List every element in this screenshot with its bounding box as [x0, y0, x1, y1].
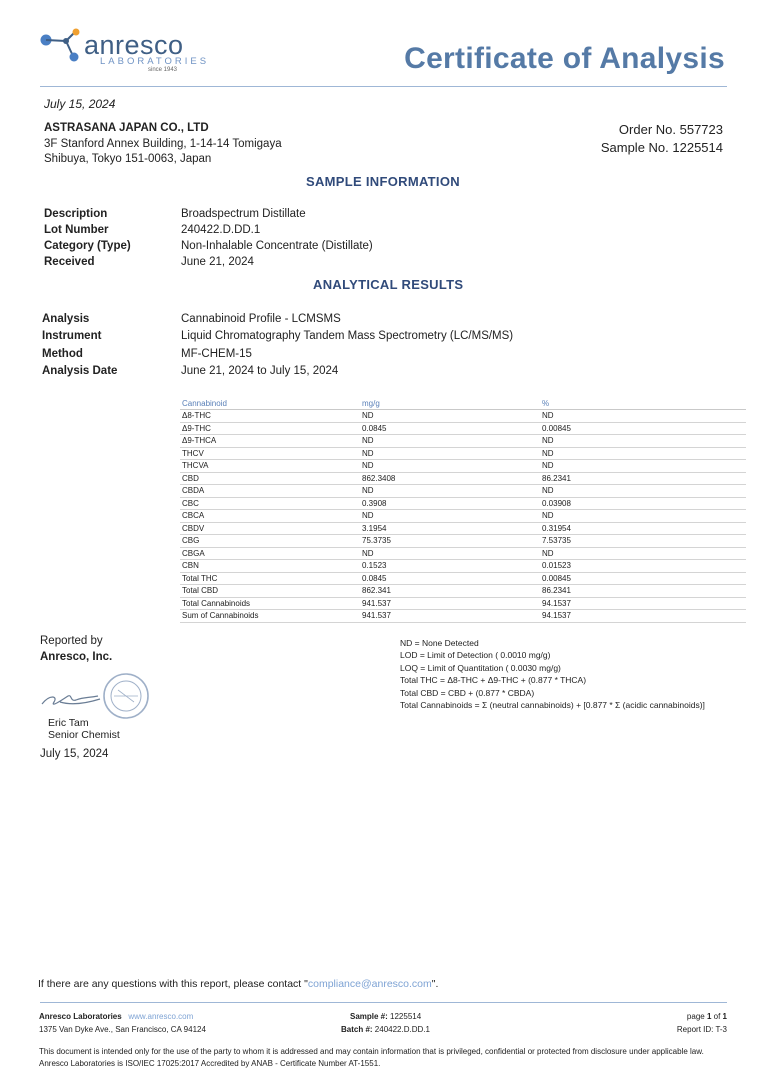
table-header-row — [180, 397, 746, 410]
note-line: LOQ = Limit of Quantitation ( 0.0030 mg/g) — [400, 662, 561, 673]
logo-since: since 1943 — [148, 67, 178, 73]
percent-cell: 0.31954 — [540, 522, 746, 535]
mg-per-g-cell: 0.0845 — [360, 422, 540, 435]
table-row — [180, 410, 746, 423]
reported-by-label: Reported by — [40, 635, 103, 647]
table-row — [180, 435, 746, 448]
cannabinoid-cell: CBG — [180, 535, 360, 548]
table-row — [180, 485, 746, 498]
percent-cell: 94.1537 — [540, 597, 746, 610]
table-row — [180, 497, 746, 510]
percent-cell: ND — [540, 410, 746, 423]
mg-per-g-cell: 941.537 — [360, 610, 540, 623]
table-row — [180, 597, 746, 610]
note-line: ND = None Detected — [400, 638, 479, 648]
table-row — [180, 522, 746, 535]
signer-title: Senior Chemist — [48, 729, 120, 741]
contact-text-end: ". — [431, 978, 439, 990]
note-line: LOD = Limit of Detection ( 0.0010 mg/g) — [400, 650, 551, 661]
mg-per-g-cell: ND — [360, 485, 540, 498]
table-row — [180, 560, 746, 573]
cannabinoid-cell: CBDA — [180, 485, 360, 498]
footer-batch-value: 240422.D.DD.1 — [374, 1025, 430, 1034]
analysis-value: June 21, 2024 to July 15, 2024 — [181, 365, 339, 377]
analysis-label: Method — [42, 348, 83, 360]
footer-report-id: Report ID: T-3 — [676, 1025, 727, 1034]
percent-cell: 94.1537 — [540, 610, 746, 623]
note-line: Total CBD = CBD + (0.877 * CBDA) — [400, 687, 535, 698]
cannabinoid-cell: CBDV — [180, 522, 360, 535]
sample-info-label: Description — [44, 208, 108, 220]
percent-cell: ND — [540, 547, 746, 560]
analysis-value: Cannabinoid Profile - LCMSMS — [181, 313, 341, 325]
cannabinoid-cell: CBC — [180, 497, 360, 510]
mg-per-g-cell: 0.0845 — [360, 572, 540, 585]
order-number: Order No. 557723 — [618, 122, 723, 137]
sample-info-label: Category (Type) — [44, 240, 131, 252]
mg-per-g-cell: 862.3408 — [360, 472, 540, 485]
signature-stamp-icon — [40, 672, 155, 722]
table-row — [180, 585, 746, 598]
table-row — [180, 460, 746, 473]
percent-cell: 0.03908 — [540, 497, 746, 510]
sample-info-label: Lot Number — [44, 224, 109, 236]
column-header: mg/g — [360, 397, 540, 410]
analytical-results-heading: ANALYTICAL RESULTS — [313, 277, 464, 292]
contact-line — [38, 978, 438, 990]
table-body — [180, 410, 746, 623]
report-date: July 15, 2024 — [44, 97, 116, 111]
percent-cell: ND — [540, 460, 746, 473]
percent-cell: 0.01523 — [540, 560, 746, 573]
signer-name: Eric Tam — [48, 717, 89, 729]
mg-per-g-cell: 0.1523 — [360, 560, 540, 573]
cannabinoid-cell: CBCA — [180, 510, 360, 523]
footer-sample — [350, 1012, 421, 1021]
footer-batch-label: Batch #: — [341, 1025, 373, 1034]
analysis-label: Analysis Date — [42, 365, 118, 377]
analysis-label: Analysis — [42, 313, 90, 325]
logo-subtitle: LABORATORIES — [100, 56, 210, 67]
footer-company: Anresco Laboratories — [39, 1012, 122, 1021]
client-address-line2: Shibuya, Tokyo 151-0063, Japan — [44, 153, 212, 165]
table-row — [180, 422, 746, 435]
percent-cell: 0.00845 — [540, 422, 746, 435]
table-row — [180, 510, 746, 523]
cannabinoid-cell: Sum of Cannabinoids — [180, 610, 360, 623]
mg-per-g-cell: 75.3735 — [360, 535, 540, 548]
cannabinoid-cell: THCVA — [180, 460, 360, 473]
client-address-line1: 3F Stanford Annex Building, 1-14-14 Tomigaya — [44, 138, 282, 150]
cannabinoid-cell: Total Cannabinoids — [180, 597, 360, 610]
note-line: Total Cannabinoids = Σ (neutral cannabinoids) + [0.877 * Σ (acidic cannabinoids)] — [400, 700, 705, 711]
cannabinoid-cell: THCV — [180, 447, 360, 460]
column-header: Cannabinoid — [180, 397, 360, 410]
percent-cell: ND — [540, 435, 746, 448]
mg-per-g-cell: 862.341 — [360, 585, 540, 598]
note-line: Total THC = Δ8-THC + Δ9-THC + (0.877 * THCA) — [400, 675, 587, 686]
percent-cell: 0.00845 — [540, 572, 746, 585]
footer-sample-value: 1225514 — [390, 1012, 422, 1021]
analysis-value: MF-CHEM-15 — [181, 348, 252, 360]
client-name: ASTRASANA JAPAN CO., LTD — [44, 122, 209, 134]
disclaimer: This document is intended only for the use of the party to whom it is addressed and may contain information that is privileged, confidential or protected from disclosure under applicable law. Anresco Laboratories is ISO/IEC 17025:2017 Accredited by ANAB - Certificate Number AT-1551. — [39, 1047, 704, 1068]
footer-company-line — [39, 1012, 193, 1021]
cannabinoid-cell: CBN — [180, 560, 360, 573]
table-row — [180, 610, 746, 623]
percent-cell: 7.53735 — [540, 535, 746, 548]
sample-info-value: June 21, 2024 — [181, 256, 254, 268]
percent-cell: ND — [540, 485, 746, 498]
mg-per-g-cell: ND — [360, 410, 540, 423]
mg-per-g-cell: ND — [360, 510, 540, 523]
cannabinoid-cell: Δ8-THC — [180, 410, 360, 423]
header-divider — [40, 86, 727, 87]
analysis-value: Liquid Chromatography Tandem Mass Spectrometry (LC/MS/MS) — [181, 330, 514, 342]
percent-cell: ND — [540, 447, 746, 460]
footer-sample-label: Sample #: — [350, 1012, 388, 1021]
analysis-label: Instrument — [42, 330, 102, 342]
cannabinoid-cell: Total CBD — [180, 585, 360, 598]
mg-per-g-cell: ND — [360, 460, 540, 473]
cannabinoid-cell: CBD — [180, 472, 360, 485]
footer-website-link[interactable]: www.anresco.com — [128, 1012, 194, 1021]
mg-per-g-cell: ND — [360, 547, 540, 560]
percent-cell: ND — [540, 510, 746, 523]
footer-address: 1375 Van Dyke Ave., San Francisco, CA 94124 — [39, 1025, 206, 1034]
sample-info-value: 240422.D.DD.1 — [181, 224, 261, 236]
contact-text: If there are any questions with this report, please contact " — [38, 978, 308, 990]
notes-block — [400, 637, 705, 711]
page-total: 1 — [722, 1012, 727, 1021]
cannabinoid-cell: Total THC — [180, 572, 360, 585]
sample-info-label: Received — [44, 256, 95, 268]
reported-by-company: Anresco, Inc. — [40, 651, 113, 663]
cannabinoid-cell: Δ9-THCA — [180, 435, 360, 448]
table-row — [180, 572, 746, 585]
compliance-email-link[interactable]: compliance@anresco.com — [307, 978, 432, 990]
footer-batch — [341, 1025, 430, 1034]
mg-per-g-cell: 941.537 — [360, 597, 540, 610]
cannabinoid-cell: CBGA — [180, 547, 360, 560]
page-prefix: page — [686, 1012, 705, 1021]
table-row — [180, 472, 746, 485]
document-title: Certificate of Analysis — [404, 42, 725, 75]
mg-per-g-cell: 3.1954 — [360, 522, 540, 535]
logo-wordmark: anresco — [84, 30, 184, 60]
mg-per-g-cell: ND — [360, 447, 540, 460]
page-number: 1 — [706, 1012, 712, 1021]
signer-block — [48, 717, 120, 741]
footer-page — [687, 1012, 727, 1021]
page-of: of — [713, 1012, 721, 1021]
cannabinoid-results-table — [180, 397, 746, 623]
sample-info-heading: SAMPLE INFORMATION — [306, 174, 460, 189]
percent-cell: 86.2341 — [540, 472, 746, 485]
sample-number: Sample No. 1225514 — [600, 140, 723, 155]
signature-date: July 15, 2024 — [40, 748, 109, 760]
table-row — [180, 447, 746, 460]
cannabinoid-cell: Δ9-THC — [180, 422, 360, 435]
percent-cell: 86.2341 — [540, 585, 746, 598]
table-row — [180, 535, 746, 548]
footer-divider — [40, 1002, 727, 1003]
sample-info-value: Broadspectrum Distillate — [181, 208, 306, 220]
sample-info-value: Non-Inhalable Concentrate (Distillate) — [181, 240, 373, 252]
column-header: % — [540, 397, 746, 410]
mg-per-g-cell: 0.3908 — [360, 497, 540, 510]
table-row — [180, 547, 746, 560]
mg-per-g-cell: ND — [360, 435, 540, 448]
